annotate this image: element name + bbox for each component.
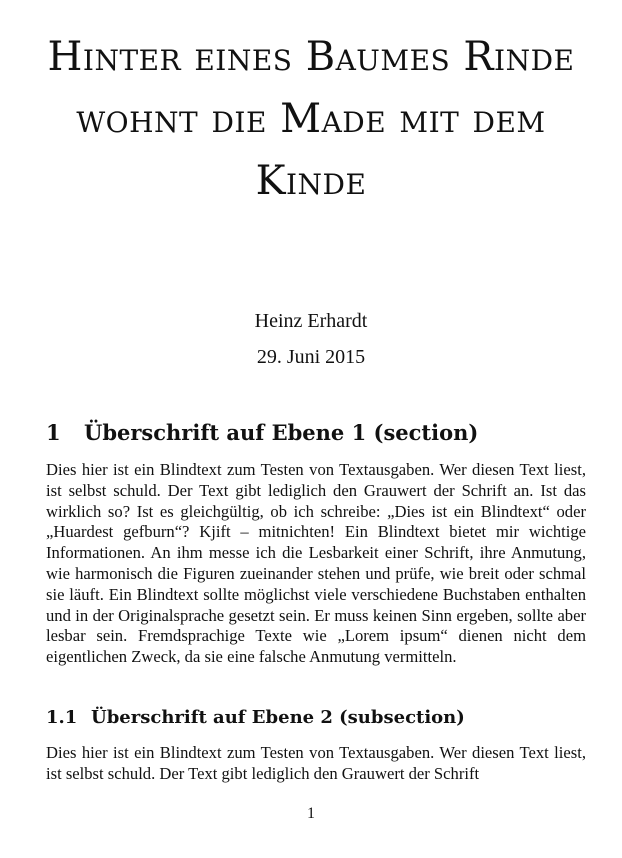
page-number: 1 [307,805,315,822]
section-number: 1 [46,420,61,445]
subsection-heading-text: Überschrift auf Ebene 2 (subsection) [91,707,465,728]
section-heading [46,418,478,448]
subsection-paragraph: Dies hier ist ein Blindtext zum Testen von Textausgaben. Wer diesen Text liest, ist selbst schuld. Der Text gibt lediglich den Grauwert der Schrift [46,743,586,783]
document-title: Hinter eines Baumes Rinde wohnt die Made mit dem Kinde [47,34,575,204]
subsection-number: 1.1 [46,707,78,728]
section-heading-text: Überschrift auf Ebene 1 (section) [84,420,479,445]
section-paragraph: Dies hier ist ein Blindtext zum Testen von Textausgaben. Wer diesen Text liest, ist selbst schuld. Der Text gibt lediglich den Grauwert der Schrift an. Ist das wirklich so? Ist es gleichgültig, ob ich schreibe: „Dies ist ein Blindtext“ oder „Huardest gefburn“? Kjift – mitnichten! Ein Blindtext bietet mir wichtige Informationen. An ihm messe ich die Lesbarkeit einer Schrift, ihre Anmutung, wie harmonisch die Figuren zueinander stehen und prüfe, wie breit oder schmal sie läuft. Ein Blindtext sollte möglichst viele verschiedene Buchstaben enthalten und in der Originalsprache gesetzt sein. Er muss keinen Sinn ergeben, sollte aber lesbar sein. Fremdsprachige Texte wie „Lorem ipsum“ dienen nicht dem eigentlichen Zweck, da sie eine falsche Anmutung vermitteln. [46,460,586,667]
document-author: Heinz Erhardt [254,310,368,332]
subsection-heading [46,704,465,732]
document-date: 29. Juni 2015 [256,346,366,368]
